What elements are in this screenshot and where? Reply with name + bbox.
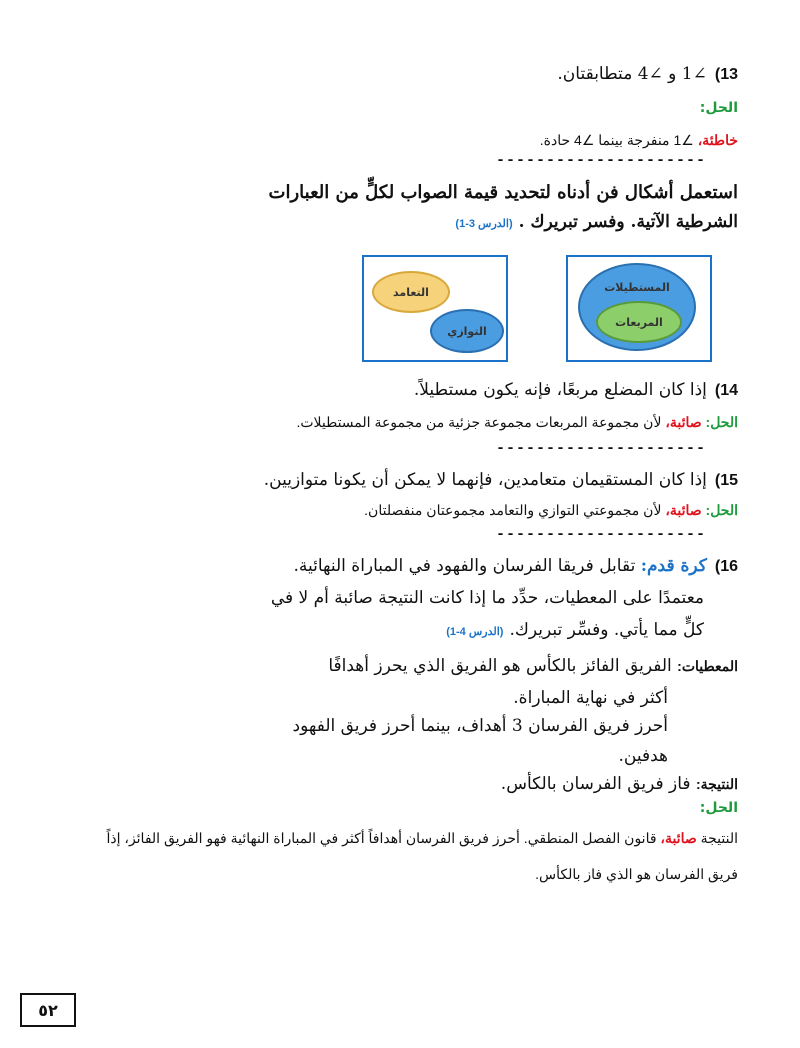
venn-outer-label: المستطيلات bbox=[604, 281, 670, 294]
solution-label: الحل: bbox=[699, 800, 738, 816]
question-number: 14) bbox=[714, 382, 738, 399]
conclusion-label: النتيجة: bbox=[695, 776, 738, 792]
answer-verdict: صائبة، bbox=[660, 830, 697, 846]
separator-line: --------------------- bbox=[496, 526, 707, 543]
instructions-line-1: استعمل أشكال فن أدناه لتحديد قيمة الصواب لكلٍّ من العبارات bbox=[268, 182, 738, 203]
conclusion-text: فاز فريق الفرسان بالكأس. bbox=[500, 774, 691, 794]
answer-text: لأن مجموعتي التوازي والتعامد مجموعتان منفصلتان. bbox=[364, 502, 666, 518]
lesson-reference: (الدرس 4-1) bbox=[446, 626, 504, 638]
question-number: 13) bbox=[714, 66, 738, 83]
page-number: ٥٢ bbox=[20, 993, 76, 1027]
venn-parallel-label: التوازي bbox=[447, 324, 487, 338]
question-number: 16) bbox=[714, 558, 738, 575]
instructions-text: الشرطية الآتية. وفسر تبريرك . bbox=[518, 212, 738, 232]
answer-13 bbox=[62, 132, 738, 149]
venn-set-perpendicular bbox=[372, 271, 450, 313]
question-line-1: تقابل فريقا الفرسان والفهود في المباراة النهائية. bbox=[293, 556, 636, 576]
given-line-2: أكثر في نهاية المباراة. bbox=[513, 688, 668, 708]
question-text: إذا كان المستقيمان متعامدين، فإنهما لا يمكن أن يكونا متوازيين. bbox=[263, 470, 707, 490]
answer-text: لأن مجموعة المربعات مجموعة جزئية من مجموعة المستطيلات. bbox=[296, 414, 666, 430]
venn-diagram-rectangles bbox=[566, 255, 712, 362]
given-line-3: أحرز فريق الفرسان 3 أهداف، بينما أحرز فريق الفهود bbox=[292, 716, 668, 736]
answer-text: قانون الفصل المنطقي. أحرز فريق الفرسان أهدافاً أكثر في المباراة النهائية فهو الفريق الفائز، إذاً bbox=[106, 830, 661, 846]
separator-line: --------------------- bbox=[496, 440, 707, 457]
answer-15 bbox=[62, 502, 738, 519]
venn-perpendicular-label: التعامد bbox=[393, 285, 429, 299]
given-line-1: الفريق الفائز بالكأس هو الفريق الذي يحرز أهدافًا bbox=[328, 656, 672, 676]
answer-verdict: صائبة، bbox=[665, 414, 702, 430]
question-topic: كرة قدم: bbox=[640, 556, 707, 576]
answer-16-line-2: فريق الفرسان هو الذي فاز بالكأس. bbox=[535, 866, 738, 882]
lesson-reference: (الدرس 3-1) bbox=[455, 218, 513, 230]
question-text: إذا كان المضلع مربعًا، فإنه يكون مستطيلاً. bbox=[413, 380, 707, 400]
question-line-3 bbox=[62, 620, 704, 640]
venn-diagram-lines bbox=[362, 255, 508, 362]
venn-inner-set bbox=[596, 301, 682, 343]
instructions-line-2 bbox=[62, 212, 738, 232]
question-16 bbox=[62, 556, 738, 576]
answer-verdict: صائبة، bbox=[665, 502, 702, 518]
question-13 bbox=[62, 64, 738, 84]
venn-set-parallel bbox=[430, 309, 504, 353]
given-line-4: هدفين. bbox=[618, 746, 668, 766]
separator-line: --------------------- bbox=[496, 152, 707, 169]
given-block bbox=[62, 656, 738, 676]
solution-label: الحل: bbox=[699, 100, 738, 116]
question-15 bbox=[62, 470, 738, 490]
question-14 bbox=[62, 380, 738, 400]
answer-16-line-1 bbox=[70, 830, 738, 847]
question-line-2: معتمدًا على المعطيات، حدِّد ما إذا كانت النتيجة صائبة أم لا في bbox=[270, 588, 704, 608]
question-text: ∠1 و ∠4 متطابقتان. bbox=[557, 64, 707, 84]
given-label: المعطيات: bbox=[677, 658, 738, 674]
venn-inner-label: المربعات bbox=[615, 315, 663, 329]
solution-label: الحل: bbox=[705, 502, 738, 518]
answer-verdict: خاطئة، bbox=[697, 132, 738, 148]
conclusion-block bbox=[62, 774, 738, 794]
answer-text: ∠1 منفرجة بينما ∠4 حادة. bbox=[539, 132, 698, 148]
question-text: كلٍّ مما يأتي. وفسِّر تبريرك. bbox=[509, 620, 704, 640]
answer-prefix: النتيجة bbox=[696, 830, 738, 846]
answer-14 bbox=[62, 414, 738, 431]
question-number: 15) bbox=[714, 472, 738, 489]
solution-label: الحل: bbox=[705, 414, 738, 430]
